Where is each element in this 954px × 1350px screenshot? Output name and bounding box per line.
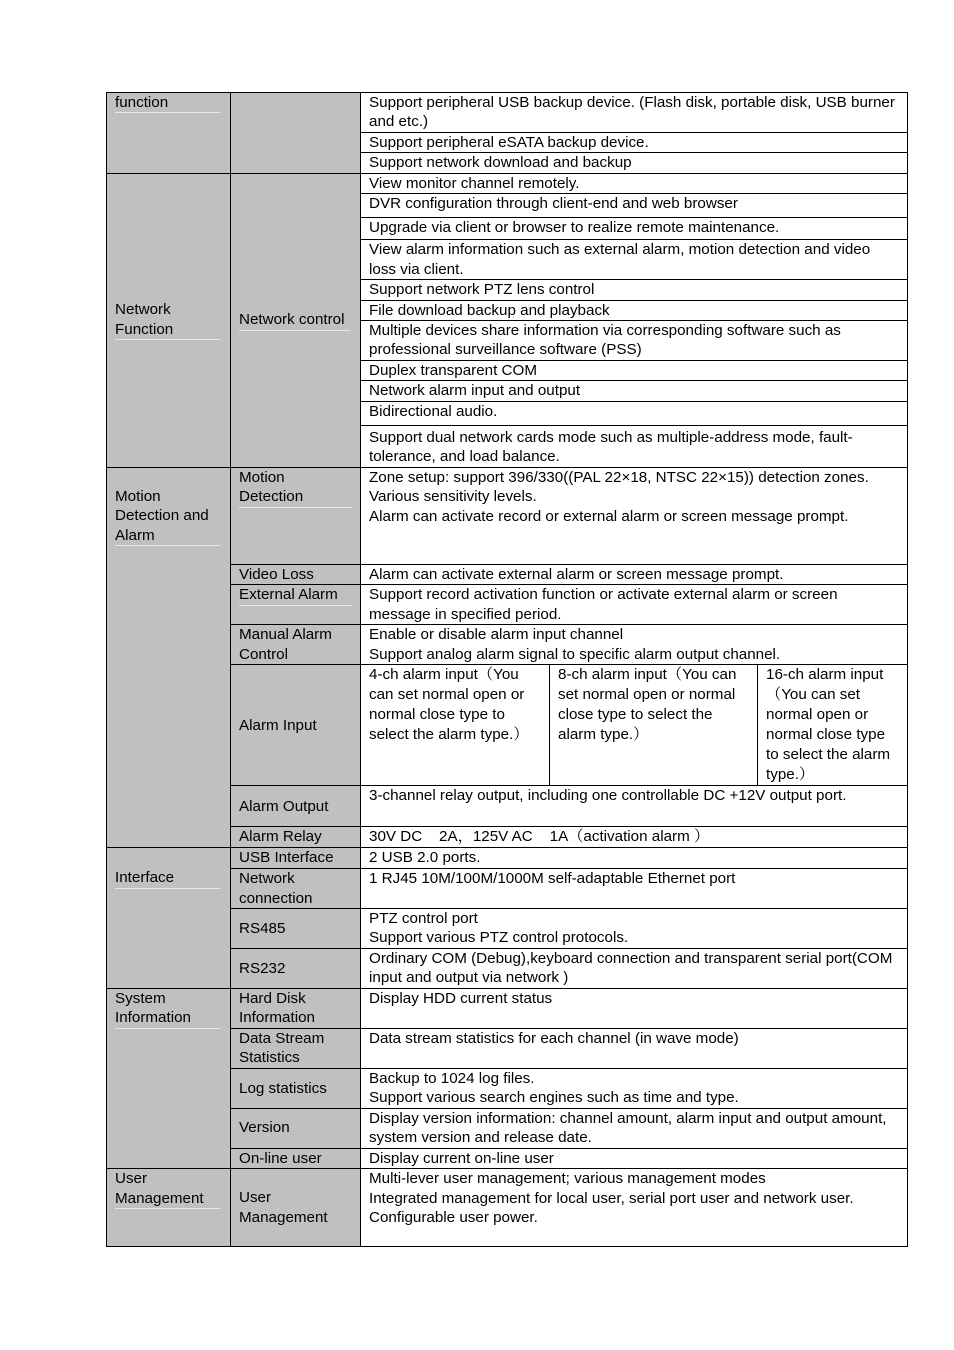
table-row <box>107 93 908 133</box>
subcategory-alarm-output: Alarm Output <box>231 786 361 827</box>
spec-cell: Backup to 1024 log files. Support various search engines such as time and type. <box>361 1068 908 1108</box>
category-user-management: User Management <box>107 1169 231 1247</box>
spec-cell: Display version information: channel amount, alarm input and output amount, system version and release date. <box>361 1108 908 1148</box>
spec-cell: Data stream statistics for each channel (in wave mode) <box>361 1028 908 1068</box>
subcategory-user-management: User Management <box>231 1169 361 1247</box>
table-row <box>107 467 908 564</box>
table-row <box>107 173 908 193</box>
subcategory-data-stream-statistics: Data Stream Statistics <box>231 1028 361 1068</box>
table-row <box>107 1169 908 1247</box>
spec-cell: Zone setup: support 396/330((PAL 22×18, NTSC 22×15)) detection zones. Various sensitivity levels. Alarm can activate record or external alarm or screen message prompt. <box>361 467 908 564</box>
category-motion-detection-alarm: Motion Detection and Alarm <box>107 467 231 847</box>
subcategory-online-user: On-line user <box>231 1148 361 1168</box>
spec-cell: Multiple devices share information via corresponding software such as professional surveillance software (PSS) <box>361 321 908 361</box>
spec-cell: PTZ control port Support various PTZ control protocols. <box>361 909 908 949</box>
spec-cell: Alarm can activate external alarm or screen message prompt. <box>361 564 908 584</box>
spec-cell: 3-channel relay output, including one controllable DC +12V output port. <box>361 786 908 827</box>
spec-cell: Display current on-line user <box>361 1148 908 1168</box>
subcategory-rs232: RS232 <box>231 949 361 989</box>
subcategory-alarm-input: Alarm Input <box>231 665 361 786</box>
subcategory-rs485: RS485 <box>231 909 361 949</box>
spec-cell: 30V DC 2A，125V AC 1A（activation alarm ） <box>361 827 908 848</box>
spec-cell: Support network PTZ lens control <box>361 280 908 300</box>
subcategory-external-alarm: External Alarm <box>231 585 361 625</box>
subcategory-alarm-relay: Alarm Relay <box>231 827 361 848</box>
spec-cell: Multi-lever user management; various management modes Integrated management for local user, serial port user and network user. Configurable user power. <box>361 1169 908 1247</box>
spec-cell: Display HDD current status <box>361 988 908 1028</box>
subcategory-usb-interface: USB Interface <box>231 848 361 869</box>
subcategory-hard-disk-information: Hard Disk Information <box>231 988 361 1028</box>
spec-cell: DVR configuration through client-end and web browser <box>361 194 908 218</box>
spec-cell: Upgrade via client or browser to realize remote maintenance. <box>361 218 908 240</box>
subcategory-version: Version <box>231 1108 361 1148</box>
spec-cell: Support network download and backup <box>361 153 908 173</box>
subcategory-manual-alarm-control: Manual Alarm Control <box>231 625 361 665</box>
alarm-input-16ch: 16-ch alarm input（You can set normal open or normal close type to select the alarm type.） <box>758 665 908 786</box>
category-system-information: System Information <box>107 988 231 1168</box>
spec-cell: Support peripheral USB backup device. (Flash disk, portable disk, USB burner and etc.) <box>361 93 908 133</box>
subcategory-video-loss: Video Loss <box>231 564 361 584</box>
spec-cell: 1 RJ45 10M/100M/1000M self-adaptable Ethernet port <box>361 869 908 909</box>
spec-cell: View monitor channel remotely. <box>361 173 908 193</box>
spec-cell: Ordinary COM (Debug),keyboard connection and transparent serial port(COM input and output via network ) <box>361 949 908 989</box>
specification-table <box>106 92 908 1247</box>
category-network-function: Network Function <box>107 173 231 467</box>
subcategory-backup <box>231 93 361 174</box>
spec-cell: Bidirectional audio. <box>361 401 908 425</box>
spec-cell: View alarm information such as external alarm, motion detection and video loss via client. <box>361 240 908 280</box>
spec-cell: Support peripheral eSATA backup device. <box>361 133 908 153</box>
subcategory-network-connection: Network connection <box>231 869 361 909</box>
subcategory-motion-detection: Motion Detection <box>231 467 361 564</box>
spec-cell: Enable or disable alarm input channel Support analog alarm signal to specific alarm output channel. <box>361 625 908 665</box>
spec-cell: Support dual network cards mode such as multiple-address mode, fault-tolerance, and load balance. <box>361 425 908 467</box>
table-row <box>107 848 908 869</box>
spec-cell: Duplex transparent COM <box>361 361 908 381</box>
category-backup: function <box>107 93 231 174</box>
category-interface: Interface <box>107 848 231 989</box>
spec-cell: 2 USB 2.0 ports. <box>361 848 908 869</box>
alarm-input-8ch: 8-ch alarm input（You can set normal open or normal close type to select the alarm type.） <box>550 665 758 786</box>
spec-cell: Network alarm input and output <box>361 381 908 401</box>
subcategory-log-statistics: Log statistics <box>231 1068 361 1108</box>
table-row <box>107 988 908 1028</box>
spec-cell: Support record activation function or activate external alarm or screen message in specified period. <box>361 585 908 625</box>
subcategory-network-control: Network control <box>231 173 361 467</box>
spec-cell: File download backup and playback <box>361 300 908 320</box>
alarm-input-4ch: 4-ch alarm input（You can set normal open or normal close type to select the alarm type.） <box>361 665 550 786</box>
